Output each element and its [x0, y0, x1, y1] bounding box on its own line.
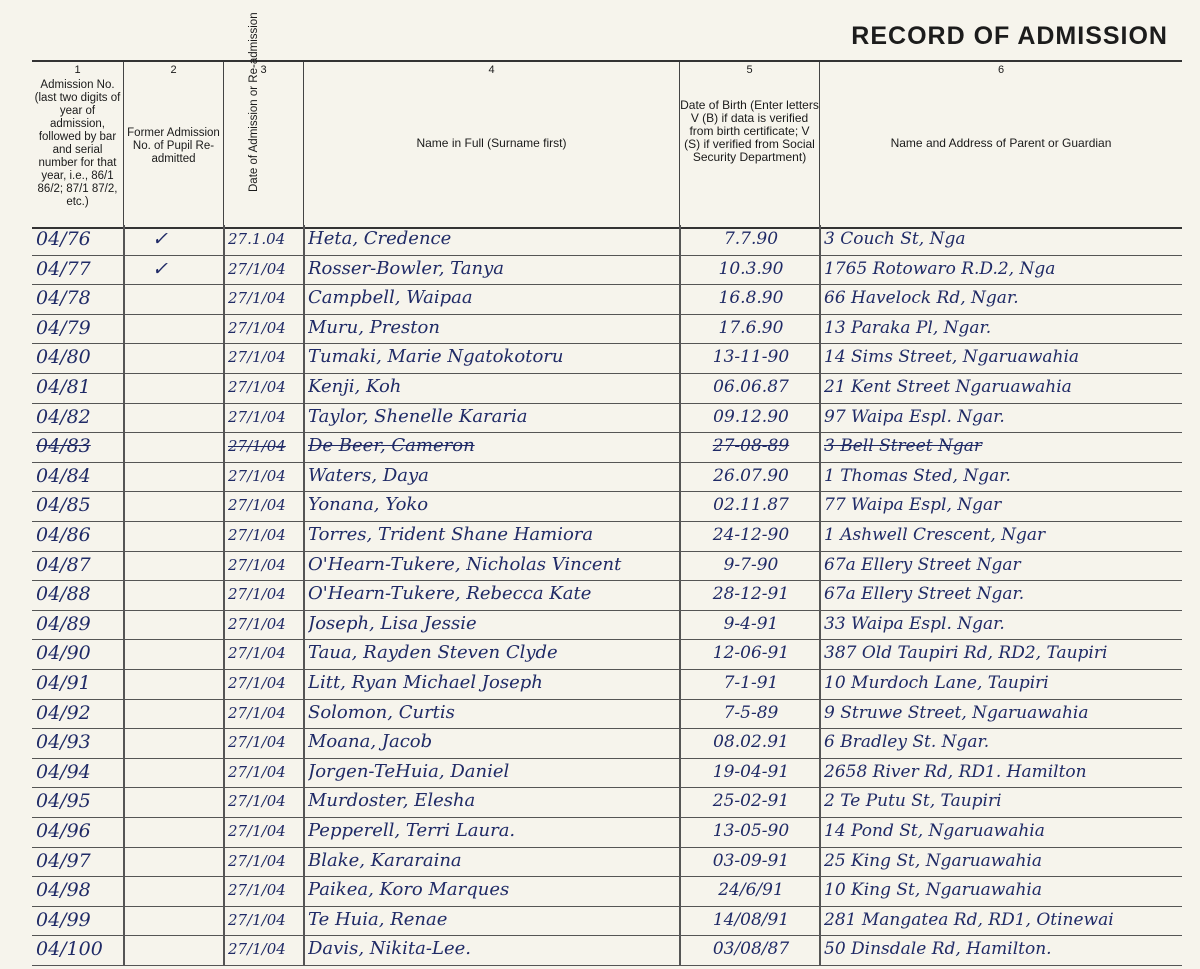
column-label: Former Admission No. of Pupil Re-admitted [127, 127, 220, 165]
former-admission-cell [152, 375, 192, 399]
former-admission-cell [152, 405, 192, 429]
table-row [32, 284, 1182, 315]
admission-date-cell: 27/1/04 [228, 910, 286, 929]
admission-date-cell: 27/1/04 [228, 348, 286, 367]
date-of-birth-cell: 17.6.90 [718, 317, 784, 338]
date-of-birth-cell: 27-08-89 [712, 436, 790, 457]
guardian-address-cell: 13 Paraka Pl, Ngar. [824, 317, 992, 338]
table-row [32, 728, 1182, 759]
table-row [32, 314, 1182, 345]
table-row [32, 817, 1182, 848]
former-admission-cell [152, 937, 192, 961]
date-of-birth-cell: 02.11.87 [713, 495, 789, 516]
admission-no-cell: 04/88 [36, 583, 91, 606]
pupil-name-cell: Kenji, Koh [308, 376, 402, 397]
admission-no-cell: 04/93 [36, 731, 91, 754]
column-number: 1 [74, 64, 81, 76]
table-row [32, 610, 1182, 641]
admission-no-cell: 04/91 [36, 672, 91, 694]
guardian-address-cell: 10 King St, Ngaruawahia [824, 880, 1043, 901]
admission-date-cell: 27/1/04 [228, 378, 286, 396]
date-of-birth-cell: 9-7-90 [723, 554, 779, 575]
column-label: Date of Birth (Enter letters V (B) if data is verified from birth certificate; V (S) if verified from Social Security Department) [680, 98, 819, 164]
admission-no-cell: 04/89 [36, 612, 91, 635]
guardian-address-cell: 67a Ellery Street Ngar. [824, 584, 1025, 605]
former-admission-cell: ✓ [152, 257, 168, 280]
former-admission-cell [152, 789, 192, 813]
admission-no-cell: 04/81 [36, 376, 91, 398]
table-row [32, 935, 1182, 966]
admission-date-cell: 27/1/04 [228, 289, 286, 308]
former-admission-cell [152, 878, 192, 902]
admission-date-cell: 27/1/04 [228, 762, 286, 781]
guardian-address-cell: 6 Bradley St. Ngar. [824, 732, 990, 753]
former-admission-cell [152, 760, 192, 784]
admission-date-cell: 27/1/04 [228, 822, 286, 840]
guardian-address-cell: 9 Struwe Street, Ngaruawahia [824, 702, 1089, 723]
admission-date-cell: 27/1/04 [228, 496, 286, 515]
pupil-name-cell: Torres, Trident Shane Hamiora [308, 524, 594, 545]
admission-no-cell: 04/80 [36, 346, 91, 369]
former-admission-cell [152, 316, 192, 340]
guardian-address-cell: 10 Murdoch Lane, Taupiri [824, 673, 1049, 693]
guardian-address-cell: 14 Sims Street, Ngaruawahia [824, 347, 1080, 368]
former-admission-cell [152, 493, 192, 517]
admission-no-cell: 04/83 [36, 435, 91, 458]
admission-no-cell: 04/92 [36, 701, 91, 724]
table-row [32, 521, 1182, 552]
table-row [32, 403, 1182, 434]
date-of-birth-cell: 7-1-91 [723, 673, 779, 693]
date-of-birth-cell: 28-12-91 [712, 584, 790, 605]
former-admission-cell [152, 671, 192, 695]
table-row [32, 906, 1182, 937]
table-row [32, 491, 1182, 522]
column-label: Name in Full (Surname first) [416, 136, 567, 150]
former-admission-cell [152, 286, 192, 310]
pupil-name-cell: Muru, Preston [308, 316, 440, 338]
column-header-admission-no [32, 62, 124, 227]
table-row [32, 462, 1182, 493]
pupil-name-cell: Pepperell, Terri Laura. [308, 820, 516, 841]
table-row [32, 669, 1182, 700]
admission-date-cell: 27/1/04 [228, 703, 286, 722]
date-of-birth-cell: 9-4-91 [723, 613, 779, 634]
date-of-birth-cell: 13-05-90 [712, 821, 790, 841]
admission-date-cell: 27/1/04 [228, 614, 286, 633]
date-of-birth-cell: 7.7.90 [723, 229, 779, 249]
pupil-name-cell: Solomon, Curtis [308, 701, 455, 723]
admission-no-cell: 04/84 [36, 464, 91, 487]
admission-no-cell: 04/77 [36, 257, 91, 280]
column-number: 4 [488, 64, 495, 76]
table-row [32, 699, 1182, 730]
guardian-address-cell: 1765 Rotowaro R.D.2, Nga [824, 258, 1056, 279]
date-of-birth-cell: 09.12.90 [713, 406, 789, 427]
pupil-name-cell: Davis, Nikita-Lee. [308, 938, 471, 960]
date-of-birth-cell: 06.06.87 [713, 377, 789, 397]
guardian-address-cell: 3 Bell Street Ngar [824, 436, 983, 457]
guardian-address-cell: 1 Thomas Sted, Ngar. [824, 465, 1011, 486]
admission-no-cell: 04/76 [36, 228, 91, 250]
pupil-name-cell: De Beer, Cameron [308, 435, 475, 457]
admission-no-cell: 04/86 [36, 524, 91, 546]
pupil-name-cell: Jorgen-TeHuia, Daniel [308, 760, 510, 782]
column-header-parent-guardian [820, 62, 1182, 227]
guardian-address-cell: 2658 River Rd, RD1. Hamilton [824, 761, 1087, 782]
admission-no-cell: 04/90 [36, 642, 91, 665]
admission-date-cell: 27.1.04 [228, 230, 286, 248]
admission-date-cell: 27/1/04 [228, 526, 286, 544]
column-label: Date of Admission or Re-admission [248, 12, 260, 192]
guardian-address-cell: 387 Old Taupiri Rd, RD2, Taupiri [824, 643, 1108, 664]
guardian-address-cell: 25 King St, Ngaruawahia [824, 850, 1043, 871]
pupil-name-cell: Campbell, Waipaa [308, 287, 473, 309]
guardian-address-cell: 97 Waipa Espl. Ngar. [824, 406, 1005, 427]
guardian-address-cell: 50 Dinsdale Rd, Hamilton. [824, 939, 1052, 960]
former-admission-cell [152, 434, 192, 458]
guardian-address-cell: 33 Waipa Espl. Ngar. [824, 613, 1005, 634]
column-header-date-of-admission [224, 12, 304, 227]
column-header-date-of-birth [680, 62, 820, 227]
admission-date-cell: 27/1/04 [228, 644, 286, 663]
table-row [32, 373, 1182, 404]
guardian-address-cell: 66 Havelock Rd, Ngar. [824, 288, 1019, 309]
table-row [32, 432, 1182, 463]
table-row [32, 551, 1182, 582]
date-of-birth-cell: 16.8.90 [718, 288, 784, 309]
former-admission-cell: ✓ [152, 228, 168, 250]
admission-date-cell: 27/1/04 [228, 555, 286, 574]
pupil-name-cell: Tumaki, Marie Ngatokotoru [308, 346, 564, 368]
pupil-name-cell: Heta, Credence [308, 228, 452, 249]
admission-no-cell: 04/85 [36, 494, 91, 517]
guardian-address-cell: 14 Pond St, Ngaruawahia [824, 821, 1045, 841]
former-admission-cell [152, 345, 192, 369]
table-row [32, 758, 1182, 789]
pupil-name-cell: Blake, Kararaina [308, 849, 462, 871]
column-header-name [304, 62, 680, 227]
guardian-address-cell: 1 Ashwell Crescent, Ngar [824, 525, 1046, 545]
column-number: 6 [997, 64, 1005, 76]
table-row [32, 876, 1182, 907]
admission-date-cell: 27/1/04 [228, 259, 286, 278]
column-label: Admission No. (last two digits of year of admission, followed by bar and serial number for that year, i.e., 86/1 86/2; 87/1 87/2, etc.) [34, 79, 121, 208]
admission-date-cell: 27/1/04 [228, 437, 286, 456]
column-label: Name and Address of Parent or Guardian [890, 136, 1112, 150]
admission-no-cell: 04/87 [36, 553, 91, 576]
pupil-name-cell: Murdoster, Elesha [308, 790, 476, 812]
former-admission-cell [152, 701, 192, 725]
ledger-rows [32, 225, 1182, 965]
table-row [32, 343, 1182, 374]
date-of-birth-cell: 24-12-90 [712, 525, 790, 545]
admission-date-cell: 27/1/04 [228, 881, 286, 900]
former-admission-cell [152, 819, 192, 843]
former-admission-cell [152, 849, 192, 873]
date-of-birth-cell: 03-09-91 [712, 850, 790, 871]
admission-date-cell: 27/1/04 [228, 851, 286, 870]
admission-date-cell: 27/1/04 [228, 407, 286, 426]
admission-date-cell: 27/1/04 [228, 940, 286, 959]
admission-no-cell: 04/94 [36, 760, 91, 783]
guardian-address-cell: 77 Waipa Espl, Ngar [824, 495, 1002, 516]
date-of-birth-cell: 24/6/91 [718, 880, 784, 901]
pupil-name-cell: Yonana, Yoko [308, 494, 429, 516]
date-of-birth-cell: 13-11-90 [712, 347, 790, 368]
former-admission-cell [152, 730, 192, 754]
former-admission-cell [152, 612, 192, 636]
date-of-birth-cell: 26.07.90 [713, 465, 789, 486]
pupil-name-cell: O'Hearn-Tukere, Rebecca Kate [308, 583, 592, 605]
admission-no-cell: 04/79 [36, 316, 91, 339]
date-of-birth-cell: 19-04-91 [712, 761, 790, 782]
pupil-name-cell: Rosser-Bowler, Tanya [308, 257, 504, 279]
former-admission-cell [152, 641, 192, 665]
pupil-name-cell: Waters, Daya [308, 464, 429, 486]
column-header-former-admission [124, 62, 224, 227]
admission-no-cell: 04/82 [36, 405, 91, 428]
table-row [32, 255, 1182, 286]
table-row [32, 580, 1182, 611]
admission-no-cell: 04/100 [36, 938, 103, 961]
admission-date-cell: 27/1/04 [228, 792, 286, 811]
admission-no-cell: 04/97 [36, 849, 91, 872]
admission-date-cell: 27/1/04 [228, 466, 286, 485]
pupil-name-cell: Taua, Rayden Steven Clyde [308, 642, 558, 664]
guardian-address-cell: 3 Couch St, Nga [824, 229, 966, 249]
date-of-birth-cell: 03/08/87 [712, 939, 790, 960]
pupil-name-cell: O'Hearn-Tukere, Nicholas Vincent [308, 553, 622, 575]
guardian-address-cell: 67a Ellery Street Ngar [824, 554, 1021, 575]
former-admission-cell [152, 523, 192, 547]
column-number: 5 [746, 64, 753, 76]
guardian-address-cell: 21 Kent Street Ngaruawahia [824, 377, 1072, 397]
admission-date-cell: 27/1/04 [228, 733, 286, 752]
pupil-name-cell: Litt, Ryan Michael Joseph [308, 672, 543, 693]
pupil-name-cell: Joseph, Lisa Jessie [308, 612, 477, 634]
page-title: RECORD OF ADMISSION [851, 22, 1168, 50]
admission-date-cell: 27/1/04 [228, 674, 286, 692]
table-row [32, 787, 1182, 818]
date-of-birth-cell: 25-02-91 [712, 791, 790, 812]
pupil-name-cell: Paikea, Koro Marques [308, 879, 510, 901]
pupil-name-cell: Taylor, Shenelle Kararia [308, 405, 528, 427]
guardian-address-cell: 2 Te Putu St, Taupiri [824, 791, 1002, 812]
date-of-birth-cell: 7-5-89 [723, 702, 779, 723]
pupil-name-cell: Te Huia, Renae [308, 908, 448, 930]
table-row [32, 225, 1182, 256]
admission-no-cell: 04/96 [36, 820, 91, 842]
admission-no-cell: 04/95 [36, 790, 91, 813]
admission-date-cell: 27/1/04 [228, 318, 286, 337]
guardian-address-cell: 281 Mangatea Rd, RD1, Otinewai [824, 909, 1114, 930]
date-of-birth-cell: 10.3.90 [718, 258, 784, 279]
date-of-birth-cell: 12-06-91 [712, 643, 790, 664]
table-row [32, 639, 1182, 670]
former-admission-cell [152, 553, 192, 577]
column-number: 2 [170, 64, 177, 76]
former-admission-cell [152, 582, 192, 606]
admission-date-cell: 27/1/04 [228, 585, 286, 604]
former-admission-cell [152, 464, 192, 488]
former-admission-cell [152, 908, 192, 932]
admission-no-cell: 04/98 [36, 879, 91, 902]
admission-no-cell: 04/78 [36, 287, 91, 310]
date-of-birth-cell: 08.02.91 [713, 732, 789, 753]
pupil-name-cell: Moana, Jacob [308, 731, 433, 753]
column-number: 3 [260, 64, 267, 76]
date-of-birth-cell: 14/08/91 [712, 909, 790, 930]
admission-no-cell: 04/99 [36, 908, 91, 931]
table-row [32, 847, 1182, 878]
